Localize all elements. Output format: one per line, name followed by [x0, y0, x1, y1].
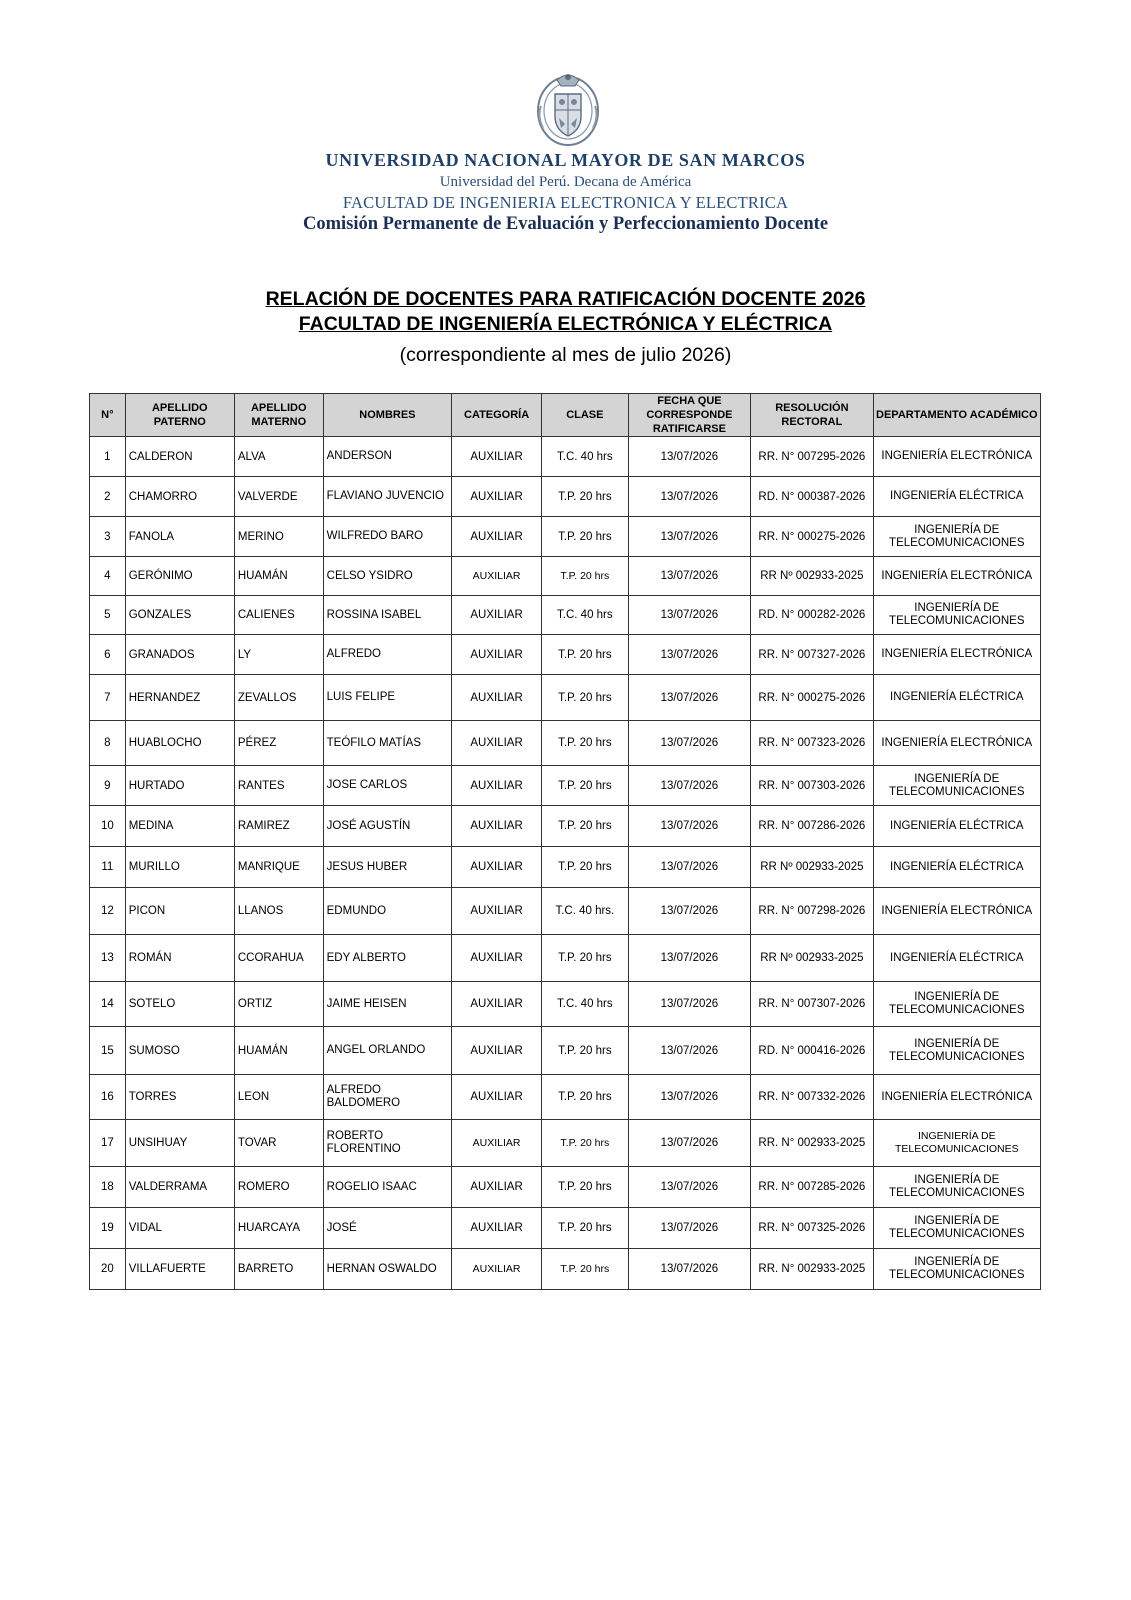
cell-paterno: VIDAL [125, 1208, 234, 1249]
table-row [90, 1249, 1041, 1290]
cell-departamento: INGENIERÍA DE TELECOMUNICACIONES [873, 766, 1040, 806]
document-title-faculty: FACULTAD DE INGENIERÍA ELECTRÓNICA Y ELÉCTRICA [298, 313, 833, 335]
cell-nombres: ANGEL ORLANDO [323, 1027, 452, 1075]
cell-materno: ALVA [234, 437, 323, 477]
cell-paterno: VALDERRAMA [125, 1167, 234, 1208]
cell-nombres: ANDERSON [323, 437, 452, 477]
cell-categoria: AUXILIAR [452, 1208, 542, 1249]
table-row [90, 721, 1041, 766]
cell-resolucion: RR. N° 007303-2026 [751, 766, 873, 806]
cell-categoria: AUXILIAR [452, 596, 542, 635]
table-row [90, 477, 1041, 517]
table-row [90, 675, 1041, 721]
table-row [90, 935, 1041, 982]
cell-num: 2 [90, 477, 126, 517]
cell-nombres: ROSSINA ISABEL [323, 596, 452, 635]
cell-clase: T.P. 20 hrs [541, 1027, 628, 1075]
cell-nombres: JAIME HEISEN [323, 982, 452, 1027]
cell-nombres: ROBERTO FLORENTINO [323, 1120, 452, 1167]
document-subtitle: (correspondiente al mes de julio 2026) [399, 344, 732, 366]
cell-paterno: HUABLOCHO [125, 721, 234, 766]
cell-resolucion: RR. N° 000275-2026 [751, 517, 873, 557]
cell-fecha: 13/07/2026 [628, 1167, 750, 1208]
cell-num: 11 [90, 847, 126, 888]
header-paterno: APELLIDO PATERNO [125, 394, 234, 437]
cell-categoria: AUXILIAR [452, 437, 542, 477]
cell-categoria: AUXILIAR [452, 517, 542, 557]
cell-fecha: 13/07/2026 [628, 847, 750, 888]
cell-fecha: 13/07/2026 [628, 888, 750, 935]
cell-num: 6 [90, 635, 126, 675]
header-categoria: CATEGORÍA [452, 394, 542, 437]
table-row [90, 888, 1041, 935]
header-nombres: NOMBRES [323, 394, 452, 437]
cell-clase: T.P. 20 hrs [541, 806, 628, 847]
cell-fecha: 13/07/2026 [628, 982, 750, 1027]
cell-categoria: AUXILIAR [452, 1075, 542, 1120]
cell-resolucion: RD. N° 000416-2026 [751, 1027, 873, 1075]
cell-paterno: FANOLA [125, 517, 234, 557]
cell-materno: HUARCAYA [234, 1208, 323, 1249]
cell-categoria: AUXILIAR [452, 806, 542, 847]
cell-resolucion: RR. N° 007295-2026 [751, 437, 873, 477]
cell-num: 16 [90, 1075, 126, 1120]
cell-clase: T.C. 40 hrs. [541, 888, 628, 935]
table-row [90, 1167, 1041, 1208]
cell-num: 4 [90, 557, 126, 596]
cell-nombres: JESUS HUBER [323, 847, 452, 888]
table-row [90, 982, 1041, 1027]
table-row [90, 766, 1041, 806]
cell-paterno: HERNANDEZ [125, 675, 234, 721]
faculty-name: FACULTAD DE INGENIERIA ELECTRONICA Y ELECTRICA [342, 193, 789, 212]
cell-nombres: WILFREDO BARO [323, 517, 452, 557]
cell-departamento: INGENIERÍA ELÉCTRICA [873, 935, 1040, 982]
cell-materno: RANTES [234, 766, 323, 806]
cell-materno: MERINO [234, 517, 323, 557]
cell-num: 13 [90, 935, 126, 982]
cell-fecha: 13/07/2026 [628, 1249, 750, 1290]
cell-num: 8 [90, 721, 126, 766]
cell-departamento: INGENIERÍA ELECTRÓNICA [873, 557, 1040, 596]
cell-departamento: INGENIERÍA DE TELECOMUNICACIONES [873, 1208, 1040, 1249]
cell-categoria: AUXILIAR [452, 1027, 542, 1075]
cell-resolucion: RR. N° 002933-2025 [751, 1249, 873, 1290]
cell-nombres: LUIS FELIPE [323, 675, 452, 721]
cell-clase: T.C. 40 hrs [541, 982, 628, 1027]
cell-resolucion: RR. N° 000275-2026 [751, 675, 873, 721]
cell-departamento: INGENIERÍA DE TELECOMUNICACIONES [873, 982, 1040, 1027]
table-row [90, 1027, 1041, 1075]
university-seal-icon [535, 66, 601, 148]
cell-paterno: UNSIHUAY [125, 1120, 234, 1167]
cell-fecha: 13/07/2026 [628, 437, 750, 477]
cell-departamento: INGENIERÍA DE TELECOMUNICACIONES [873, 517, 1040, 557]
cell-nombres: JOSÉ [323, 1208, 452, 1249]
cell-num: 20 [90, 1249, 126, 1290]
table-body [90, 437, 1041, 1290]
cell-paterno: TORRES [125, 1075, 234, 1120]
cell-paterno: GRANADOS [125, 635, 234, 675]
cell-categoria: AUXILIAR [452, 1249, 542, 1290]
cell-departamento: INGENIERÍA DE TELECOMUNICACIONES [873, 1249, 1040, 1290]
cell-categoria: AUXILIAR [452, 1120, 542, 1167]
cell-clase: T.P. 20 hrs [541, 557, 628, 596]
cell-resolucion: RR Nº 002933-2025 [751, 935, 873, 982]
cell-paterno: SOTELO [125, 982, 234, 1027]
cell-num: 17 [90, 1120, 126, 1167]
cell-num: 1 [90, 437, 126, 477]
cell-paterno: CHAMORRO [125, 477, 234, 517]
table-header-row [90, 394, 1041, 437]
cell-materno: LY [234, 635, 323, 675]
cell-fecha: 13/07/2026 [628, 721, 750, 766]
cell-nombres: FLAVIANO JUVENCIO [323, 477, 452, 517]
cell-categoria: AUXILIAR [452, 635, 542, 675]
cell-nombres: ROGELIO ISAAC [323, 1167, 452, 1208]
cell-materno: LEON [234, 1075, 323, 1120]
cell-fecha: 13/07/2026 [628, 477, 750, 517]
cell-fecha: 13/07/2026 [628, 517, 750, 557]
cell-num: 3 [90, 517, 126, 557]
cell-fecha: 13/07/2026 [628, 1075, 750, 1120]
cell-clase: T.P. 20 hrs [541, 635, 628, 675]
cell-categoria: AUXILIAR [452, 557, 542, 596]
cell-fecha: 13/07/2026 [628, 1120, 750, 1167]
table-row [90, 635, 1041, 675]
cell-categoria: AUXILIAR [452, 675, 542, 721]
cell-departamento: INGENIERÍA ELÉCTRICA [873, 675, 1040, 721]
document-title: RELACIÓN DE DOCENTES PARA RATIFICACIÓN DOCENTE 2026 [265, 288, 866, 310]
table-row [90, 847, 1041, 888]
cell-materno: CCORAHUA [234, 935, 323, 982]
cell-clase: T.P. 20 hrs [541, 1167, 628, 1208]
cell-fecha: 13/07/2026 [628, 675, 750, 721]
cell-departamento: INGENIERÍA ELECTRÓNICA [873, 1075, 1040, 1120]
header-clase: CLASE [541, 394, 628, 437]
cell-fecha: 13/07/2026 [628, 596, 750, 635]
cell-materno: TOVAR [234, 1120, 323, 1167]
cell-paterno: PICON [125, 888, 234, 935]
table-row [90, 437, 1041, 477]
cell-materno: HUAMÁN [234, 557, 323, 596]
cell-resolucion: RR. N° 007327-2026 [751, 635, 873, 675]
cell-clase: T.C. 40 hrs [541, 596, 628, 635]
cell-categoria: AUXILIAR [452, 888, 542, 935]
cell-resolucion: RR. N° 002933-2025 [751, 1120, 873, 1167]
table-row [90, 596, 1041, 635]
cell-clase: T.P. 20 hrs [541, 1120, 628, 1167]
cell-materno: ZEVALLOS [234, 675, 323, 721]
table-row [90, 806, 1041, 847]
cell-clase: T.C. 40 hrs [541, 437, 628, 477]
cell-materno: PÉREZ [234, 721, 323, 766]
header-resolucion: RESOLUCIÓN RECTORAL [751, 394, 873, 437]
university-name: UNIVERSIDAD NACIONAL MAYOR DE SAN MARCOS [325, 150, 806, 170]
cell-clase: T.P. 20 hrs [541, 1075, 628, 1120]
cell-fecha: 13/07/2026 [628, 806, 750, 847]
cell-num: 5 [90, 596, 126, 635]
cell-fecha: 13/07/2026 [628, 1027, 750, 1075]
cell-num: 18 [90, 1167, 126, 1208]
cell-num: 12 [90, 888, 126, 935]
cell-nombres: EDY ALBERTO [323, 935, 452, 982]
cell-departamento: INGENIERÍA ELÉCTRICA [873, 477, 1040, 517]
cell-fecha: 13/07/2026 [628, 1208, 750, 1249]
cell-materno: LLANOS [234, 888, 323, 935]
cell-resolucion: RD. N° 000282-2026 [751, 596, 873, 635]
cell-materno: VALVERDE [234, 477, 323, 517]
cell-nombres: JOSE CARLOS [323, 766, 452, 806]
cell-departamento: INGENIERÍA ELECTRÓNICA [873, 721, 1040, 766]
cell-clase: T.P. 20 hrs [541, 517, 628, 557]
cell-resolucion: RR Nº 002933-2025 [751, 847, 873, 888]
cell-resolucion: RR. N° 007323-2026 [751, 721, 873, 766]
cell-departamento: INGENIERÍA ELECTRÓNICA [873, 437, 1040, 477]
cell-num: 14 [90, 982, 126, 1027]
cell-num: 9 [90, 766, 126, 806]
cell-resolucion: RR. N° 007325-2026 [751, 1208, 873, 1249]
cell-paterno: VILLAFUERTE [125, 1249, 234, 1290]
cell-clase: T.P. 20 hrs [541, 1208, 628, 1249]
cell-paterno: MURILLO [125, 847, 234, 888]
header-fecha: FECHA QUE CORRESPONDE RATIFICARSE [628, 394, 750, 437]
cell-fecha: 13/07/2026 [628, 935, 750, 982]
cell-categoria: AUXILIAR [452, 766, 542, 806]
university-motto: Universidad del Perú. Decana de América [439, 174, 692, 190]
cell-nombres: JOSÉ AGUSTÍN [323, 806, 452, 847]
commission-name: Comisión Permanente de Evaluación y Perfeccionamiento Docente [302, 214, 829, 234]
cell-nombres: TEÓFILO MATÍAS [323, 721, 452, 766]
cell-departamento: INGENIERÍA ELECTRÓNICA [873, 888, 1040, 935]
cell-nombres: ALFREDO BALDOMERO [323, 1075, 452, 1120]
cell-categoria: AUXILIAR [452, 721, 542, 766]
header-departamento: DEPARTAMENTO ACADÉMICO [873, 394, 1040, 437]
cell-nombres: CELSO YSIDRO [323, 557, 452, 596]
cell-clase: T.P. 20 hrs [541, 935, 628, 982]
cell-materno: BARRETO [234, 1249, 323, 1290]
cell-fecha: 13/07/2026 [628, 557, 750, 596]
cell-resolucion: RD. N° 000387-2026 [751, 477, 873, 517]
cell-categoria: AUXILIAR [452, 847, 542, 888]
header-materno: APELLIDO MATERNO [234, 394, 323, 437]
cell-paterno: HURTADO [125, 766, 234, 806]
cell-num: 19 [90, 1208, 126, 1249]
cell-paterno: CALDERON [125, 437, 234, 477]
cell-categoria: AUXILIAR [452, 982, 542, 1027]
cell-clase: T.P. 20 hrs [541, 847, 628, 888]
cell-num: 10 [90, 806, 126, 847]
cell-departamento: INGENIERÍA DE TELECOMUNICACIONES [873, 1120, 1040, 1167]
cell-departamento: INGENIERÍA ELÉCTRICA [873, 847, 1040, 888]
cell-fecha: 13/07/2026 [628, 766, 750, 806]
cell-paterno: SUMOSO [125, 1027, 234, 1075]
cell-nombres: EDMUNDO [323, 888, 452, 935]
teachers-table [89, 393, 1041, 1290]
cell-resolucion: RR. N° 007285-2026 [751, 1167, 873, 1208]
cell-resolucion: RR. N° 007307-2026 [751, 982, 873, 1027]
cell-paterno: GONZALES [125, 596, 234, 635]
cell-fecha: 13/07/2026 [628, 635, 750, 675]
table-row [90, 557, 1041, 596]
cell-materno: HUAMÁN [234, 1027, 323, 1075]
cell-clase: T.P. 20 hrs [541, 721, 628, 766]
cell-categoria: AUXILIAR [452, 1167, 542, 1208]
cell-paterno: MEDINA [125, 806, 234, 847]
cell-clase: T.P. 20 hrs [541, 1249, 628, 1290]
cell-num: 15 [90, 1027, 126, 1075]
cell-departamento: INGENIERÍA ELECTRÓNICA [873, 635, 1040, 675]
cell-nombres: ALFREDO [323, 635, 452, 675]
cell-resolucion: RR. N° 007286-2026 [751, 806, 873, 847]
cell-paterno: GERÓNIMO [125, 557, 234, 596]
cell-resolucion: RR. N° 007332-2026 [751, 1075, 873, 1120]
cell-paterno: ROMÁN [125, 935, 234, 982]
cell-materno: CALIENES [234, 596, 323, 635]
cell-clase: T.P. 20 hrs [541, 477, 628, 517]
cell-resolucion: RR Nº 002933-2025 [751, 557, 873, 596]
cell-materno: ORTIZ [234, 982, 323, 1027]
cell-resolucion: RR. N° 007298-2026 [751, 888, 873, 935]
header-num: N° [90, 394, 126, 437]
cell-departamento: INGENIERÍA DE TELECOMUNICACIONES [873, 596, 1040, 635]
cell-categoria: AUXILIAR [452, 935, 542, 982]
cell-materno: ROMERO [234, 1167, 323, 1208]
cell-num: 7 [90, 675, 126, 721]
cell-categoria: AUXILIAR [452, 477, 542, 517]
table-row [90, 1208, 1041, 1249]
cell-departamento: INGENIERÍA ELÉCTRICA [873, 806, 1040, 847]
cell-departamento: INGENIERÍA DE TELECOMUNICACIONES [873, 1167, 1040, 1208]
cell-materno: MANRIQUE [234, 847, 323, 888]
cell-departamento: INGENIERÍA DE TELECOMUNICACIONES [873, 1027, 1040, 1075]
cell-clase: T.P. 20 hrs [541, 766, 628, 806]
cell-materno: RAMIREZ [234, 806, 323, 847]
cell-nombres: HERNAN OSWALDO [323, 1249, 452, 1290]
table-row [90, 1120, 1041, 1167]
table-row [90, 1075, 1041, 1120]
table-row [90, 517, 1041, 557]
cell-clase: T.P. 20 hrs [541, 675, 628, 721]
